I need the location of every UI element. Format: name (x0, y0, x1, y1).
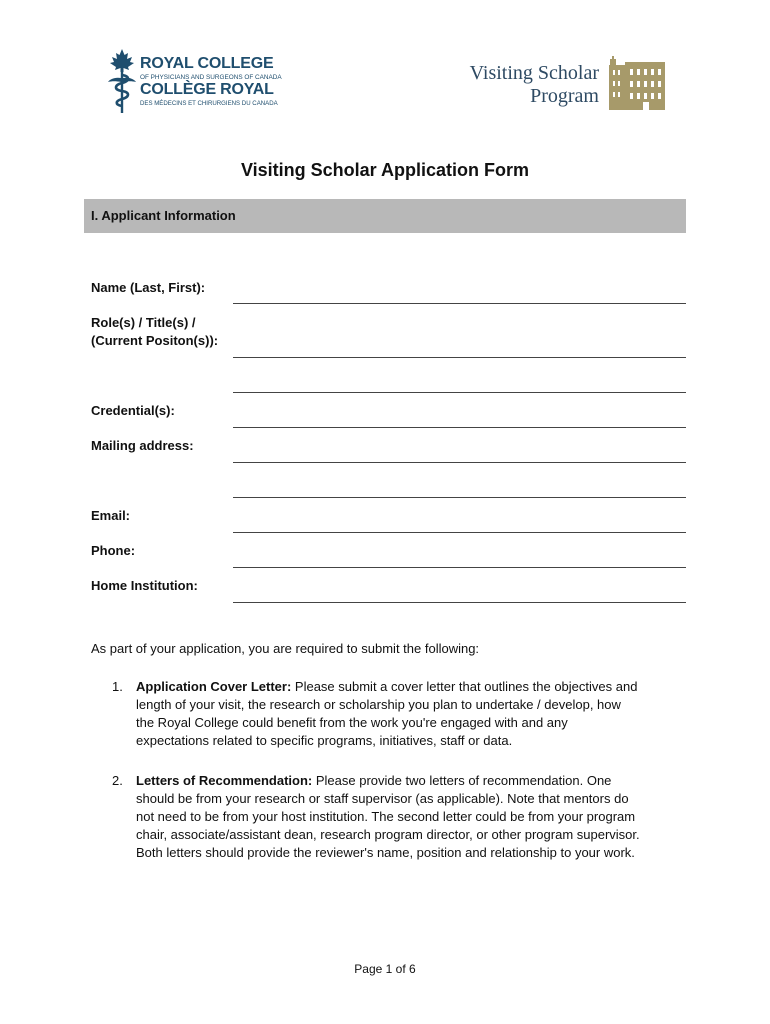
email-label: Email: (91, 508, 131, 523)
role-label-line1: Role(s) / Title(s) / (91, 315, 196, 330)
phone-label: Phone: (91, 543, 136, 558)
requirement-line: the Royal College could benefit from the work you're engaged with and any (136, 715, 568, 730)
section-header-applicant-info: I. Applicant Information (84, 199, 686, 233)
program-logo-line2: Program (530, 85, 599, 107)
phone-input-line[interactable] (233, 567, 686, 568)
home-institution-label: Home Institution: (91, 578, 198, 593)
email-input-line[interactable] (233, 532, 686, 533)
home-institution-input-line[interactable] (233, 602, 686, 603)
requirement-text: Please submit a cover letter that outlines the objectives and (291, 679, 638, 694)
requirement-number: 1. (112, 679, 123, 694)
mailing-address-input-line-1[interactable] (233, 462, 686, 463)
royal-college-fr-title: COLLÈGE ROYAL (140, 81, 274, 98)
requirement-line: should be from your research or staff supervisor (as applicable). Note that mentors do (136, 791, 629, 806)
royal-college-en-subtitle: OF PHYSICIANS AND SURGEONS OF CANADA (140, 74, 282, 81)
requirement-line: expectations related to specific programs, initiatives, staff or data. (136, 733, 513, 748)
role-label-line2: (Current Positon(s)): (91, 333, 219, 348)
requirement-line: length of your visit, the research or scholarship you plan to undertake / develop, how (136, 697, 621, 712)
form-title: Visiting Scholar Application Form (240, 160, 530, 180)
visiting-scholar-program-logo (455, 56, 665, 114)
requirement-text: Please provide two letters of recommendation. One (312, 773, 612, 788)
requirement-line (136, 772, 686, 790)
building-icon (609, 56, 665, 110)
requirements-intro: As part of your application, you are required to submit the following: (91, 641, 480, 656)
requirement-line: chair, associate/assistant dean, research program director, or other program supervisor. (136, 827, 640, 842)
requirement-body (136, 678, 686, 750)
requirement-body (136, 772, 686, 862)
royal-college-emblem-icon (106, 48, 138, 114)
requirement-line (136, 678, 686, 696)
requirement-line: not need to be from your host institution. The second letter could be from your program (136, 809, 636, 824)
program-logo-line1: Visiting Scholar (469, 62, 599, 84)
requirement-title: Letters of Recommendation: (136, 773, 313, 788)
requirement-line: Both letters should provide the reviewer's name, position and relationship to your work. (136, 845, 635, 860)
mailing-address-input-line-2[interactable] (233, 497, 686, 498)
requirement-title: Application Cover Letter: (136, 679, 292, 694)
mailing-address-label: Mailing address: (91, 438, 194, 453)
name-input-line[interactable] (233, 303, 686, 304)
royal-college-fr-subtitle: DES MÉDECINS ET CHIRURGIENS DU CANADA (140, 100, 278, 107)
name-label: Name (Last, First): (91, 280, 206, 295)
role-input-line-1[interactable] (233, 357, 686, 358)
requirement-number: 2. (112, 773, 123, 788)
royal-college-en-title: ROYAL COLLEGE (140, 55, 274, 72)
role-input-line-2[interactable] (233, 392, 686, 393)
credentials-input-line[interactable] (233, 427, 686, 428)
page-number: Page 1 of 6 (354, 962, 416, 976)
royal-college-logo (106, 48, 286, 114)
credentials-label: Credential(s): (91, 403, 175, 418)
